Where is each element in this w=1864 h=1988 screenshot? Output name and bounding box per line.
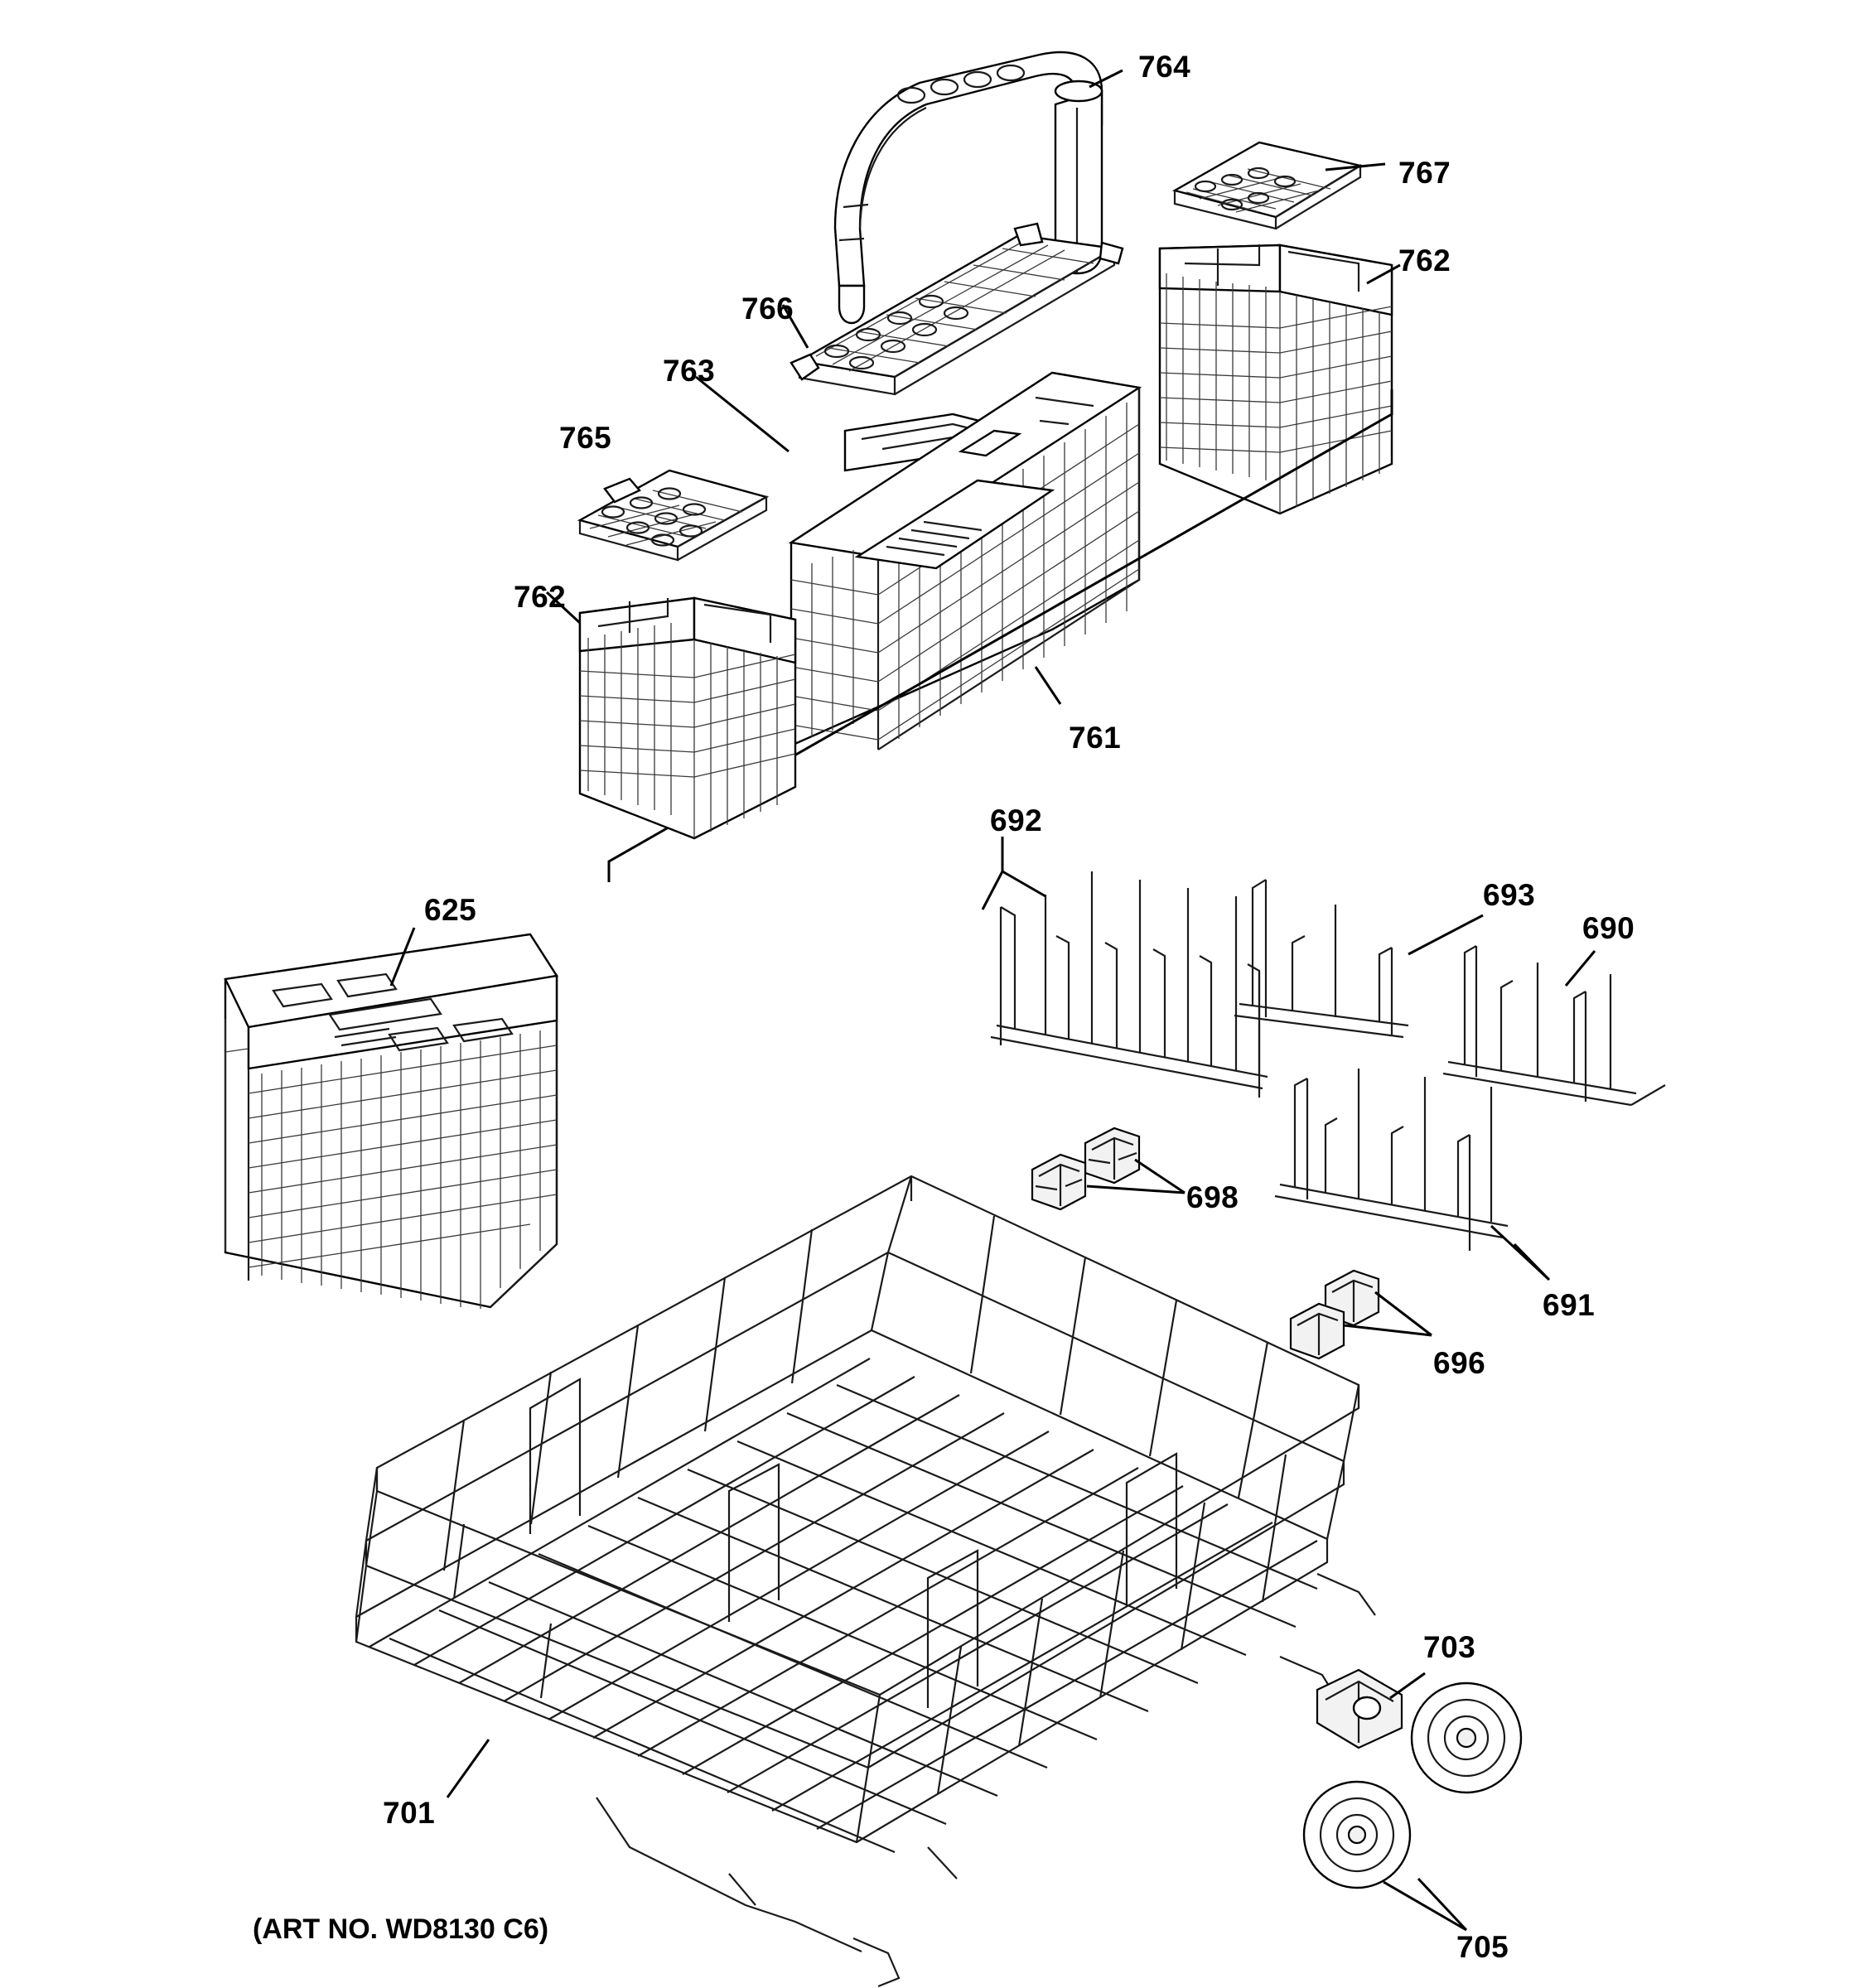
callout-698: 698 — [1186, 1180, 1239, 1214]
callout-765: 765 — [559, 421, 612, 455]
callout-705: 705 — [1456, 1930, 1509, 1964]
part-690-tine-row — [1443, 946, 1665, 1105]
part-625-silverware-basket — [225, 934, 557, 1309]
part-698-tine-clips — [1032, 1128, 1139, 1209]
callout-690: 690 — [1582, 911, 1635, 945]
callout-762-left: 762 — [514, 580, 567, 614]
art-number-note: (ART NO. WD8130 C6) — [253, 1913, 549, 1945]
callout-764: 764 — [1138, 50, 1191, 84]
part-693-tine-row — [1234, 880, 1408, 1037]
part-762-basket-left — [580, 598, 795, 838]
callout-767: 767 — [1398, 156, 1451, 190]
callout-703: 703 — [1423, 1630, 1476, 1664]
part-765-cup-shelf-small — [580, 470, 766, 560]
callout-766: 766 — [741, 292, 794, 326]
part-761-silverware-basket — [791, 373, 1139, 750]
part-692-tine-row — [991, 871, 1268, 1098]
part-703-roller-axle — [1317, 1670, 1402, 1748]
part-701-lower-rack — [356, 1176, 1375, 1986]
part-762-basket-right — [1160, 244, 1392, 514]
part-767-cup-shelf — [1175, 142, 1360, 229]
callout-763: 763 — [663, 354, 716, 388]
part-696-tine-clips — [1291, 1271, 1379, 1358]
callout-692: 692 — [990, 803, 1043, 837]
callout-696: 696 — [1433, 1346, 1486, 1380]
callout-761: 761 — [1069, 721, 1122, 755]
callout-762-right: 762 — [1398, 244, 1451, 277]
callout-693: 693 — [1483, 878, 1536, 912]
part-691-tine-row — [1275, 1069, 1508, 1251]
callout-691: 691 — [1543, 1288, 1596, 1322]
callout-701: 701 — [383, 1796, 436, 1830]
callout-625: 625 — [424, 893, 477, 927]
